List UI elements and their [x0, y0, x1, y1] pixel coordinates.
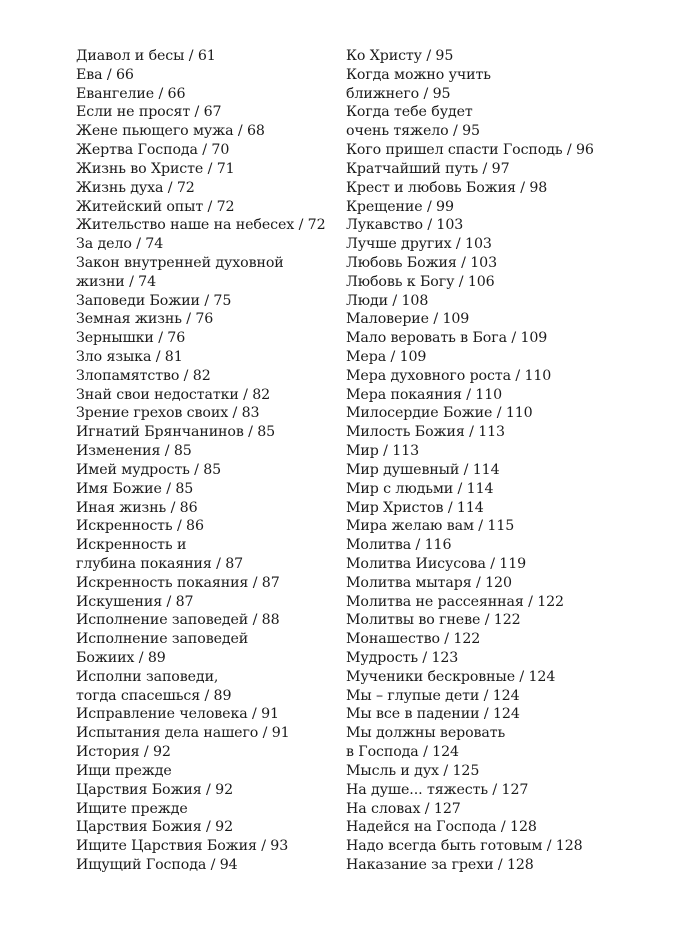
- index-entry: Надейся на Господа / 128: [346, 819, 537, 836]
- index-entry: Мы все в падении / 124: [346, 706, 520, 723]
- index-entry: Когда можно учить: [346, 66, 491, 83]
- index-entry: Крест и любовь Божия / 98: [346, 179, 548, 196]
- index-entry: Молитва не рассеянная / 122: [346, 593, 564, 610]
- index-entry: Искренность и: [76, 537, 187, 554]
- index-entry: Мира желаю вам / 115: [346, 518, 515, 535]
- index-entry: Жительство наше на небесех / 72: [76, 217, 326, 234]
- index-entry: Мера / 109: [346, 349, 427, 365]
- index-entry: Любовь Божия / 103: [346, 254, 497, 271]
- index-entry: жизни / 74: [76, 273, 157, 290]
- index-entry: Молитва / 116: [346, 537, 452, 554]
- index-entry: Испытания дела нашего / 91: [76, 725, 290, 742]
- index-entry: За дело / 74: [76, 236, 164, 253]
- index-entry: Злопамятство / 82: [76, 367, 211, 384]
- index-entry: Жене пьющего мужа / 68: [76, 123, 265, 140]
- index-entry: Молитвы во гневе / 122: [346, 612, 521, 629]
- index-entry: Имей мудрость / 85: [76, 461, 222, 478]
- index-entry: Мера покаяния / 110: [346, 386, 503, 403]
- index-entry: Царствия Божия / 92: [76, 781, 233, 798]
- index-entry: Мера духовного роста / 110: [346, 367, 552, 384]
- index-entry: Мир / 113: [346, 443, 420, 460]
- index-entry: Ко Христу / 95: [346, 48, 454, 64]
- index-entry: очень тяжело / 95: [346, 123, 480, 140]
- index-entry: Заповеди Божии / 75: [76, 292, 232, 309]
- index-entry: Монашество / 122: [346, 631, 481, 648]
- index-entry: Любовь к Богу / 106: [346, 273, 495, 290]
- index-entry: Кого пришел спасти Господь / 96: [346, 142, 594, 159]
- index-entry: Ищущий Господа / 94: [76, 856, 238, 873]
- index-entry: Если не просят / 67: [76, 104, 222, 121]
- index-entry: Мир с людьми / 114: [346, 480, 494, 497]
- index-entry: Земная жизнь / 76: [76, 311, 214, 328]
- index-entry: На словах / 127: [346, 800, 461, 817]
- index-entry: Крещение / 99: [346, 198, 454, 215]
- index-entry: в Господа / 124: [346, 744, 459, 761]
- index-entry: тогда спасешься / 89: [76, 687, 232, 704]
- index-entry: Надо всегда быть готовым / 128: [346, 838, 583, 855]
- index-entry: Мы – глупые дети / 124: [346, 687, 520, 704]
- index-entry: ближнего / 95: [346, 85, 451, 102]
- index-entry: Житейский опыт / 72: [76, 198, 235, 215]
- index-entry: Милость Божия / 113: [346, 424, 505, 441]
- index-entry: Изменения / 85: [76, 443, 192, 460]
- index-entry: Исполнение заповедей / 88: [76, 612, 280, 629]
- index-entry: глубина покаяния / 87: [76, 555, 244, 572]
- index-entry: Исправление человека / 91: [76, 706, 279, 723]
- index-entry: Божиих / 89: [76, 650, 166, 666]
- index-entry: Ищите прежде: [76, 800, 188, 817]
- index-column-right: [346, 47, 646, 875]
- index-entry: Лучше других / 103: [346, 236, 492, 253]
- index-entry: Игнатий Брянчанинов / 85: [76, 424, 276, 441]
- index-entry: Мир душевный / 114: [346, 461, 500, 478]
- index-entry: Жертва Господа / 70: [76, 142, 230, 159]
- index-entry: Мудрость / 123: [346, 650, 459, 666]
- index-entry: Ищи прежде: [76, 762, 172, 779]
- index-entry: Зернышки / 76: [76, 330, 186, 347]
- index-entry: Лукавство / 103: [346, 217, 464, 234]
- index-entry: Зло языка / 81: [76, 349, 183, 365]
- index-entry: Наказание за грехи / 128: [346, 856, 534, 873]
- index-entry: Мир Христов / 114: [346, 499, 484, 516]
- index-entry: Исполни заповеди,: [76, 668, 219, 685]
- index-entry: Иная жизнь / 86: [76, 499, 198, 516]
- index-entry: Мало веровать в Бога / 109: [346, 330, 548, 347]
- index-entry: Закон внутренней духовной: [76, 254, 284, 271]
- index-column-left: [76, 47, 336, 875]
- index-entry: Мысль и дух / 125: [346, 762, 480, 779]
- index-entry: Когда тебе будет: [346, 104, 473, 121]
- index-entry: Ищите Царствия Божия / 93: [76, 838, 289, 855]
- index-entry: Имя Божие / 85: [76, 480, 194, 497]
- index-entry: Мученики бескровные / 124: [346, 668, 556, 685]
- index-entry: Зрение грехов своих / 83: [76, 405, 260, 422]
- index-entry: Искренность покаяния / 87: [76, 574, 280, 591]
- index-entry: Ева / 66: [76, 66, 134, 83]
- index-entry: Молитва Иисусова / 119: [346, 555, 527, 572]
- index-entry: Жизнь духа / 72: [76, 179, 195, 196]
- index-entry: Искушения / 87: [76, 593, 194, 610]
- index-entry: Искренность / 86: [76, 518, 204, 535]
- index-entry: Кратчайший путь / 97: [346, 160, 510, 177]
- index-entry: Мы должны веровать: [346, 725, 506, 742]
- index-entry: Исполнение заповедей: [76, 631, 249, 648]
- index-entry: Евангелие / 66: [76, 85, 186, 102]
- index-entry: Маловерие / 109: [346, 311, 470, 328]
- index-entry: Знай свои недостатки / 82: [76, 386, 271, 403]
- index-entry: Милосердие Божие / 110: [346, 405, 533, 422]
- index-entry: Жизнь во Христе / 71: [76, 160, 235, 177]
- index-entry: История / 92: [76, 744, 171, 761]
- index-entry: Диавол и бесы / 61: [76, 48, 216, 64]
- index-entry: Молитва мытаря / 120: [346, 574, 512, 591]
- index-entry: На душе... тяжесть / 127: [346, 781, 529, 798]
- index-entry: Люди / 108: [346, 292, 429, 309]
- index-entry: Царствия Божия / 92: [76, 819, 233, 836]
